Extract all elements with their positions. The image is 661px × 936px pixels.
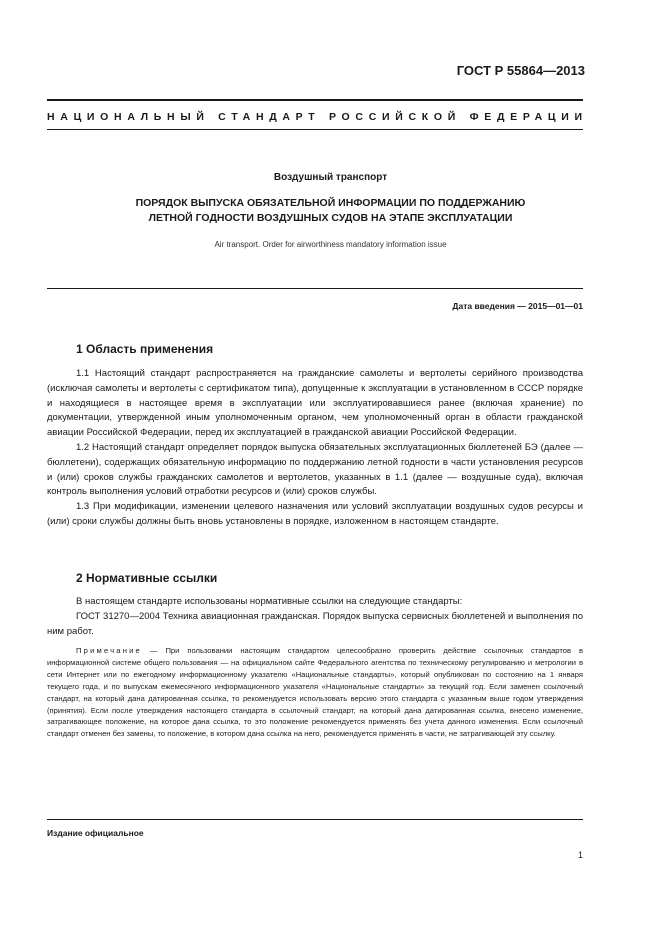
page-number: 1 bbox=[577, 850, 583, 860]
reference-gost-31270: ГОСТ 31270—2004 Техника авиационная гражданская. Порядок выпуска сервисных бюллетеней и выполнения по ним работ. bbox=[47, 610, 583, 637]
paragraph-1-3: 1.3 При модификации, изменении целевого назначения или условий эксплуатации воздушных судов ресурсы и (или) сроки службы должны быть вновь установлены в порядке, изложенном в настоящем стандарте. bbox=[47, 501, 583, 527]
paragraph-1-2: 1.2 Настоящий стандарт определяет порядок выпуска обязательных эксплуатационных бюллетеней БЭ (далее — бюллетени), содержащих обязательную информацию по поддержанию летной годности в части установления ресурсов и (или) сроков службы гражданских самолетов и вертолетов, указанных в 1.1 (далее — воздушные суда), включая контроль выполнения условий отработки ресурсов и (или) сроков службы. bbox=[47, 441, 583, 498]
note-block bbox=[47, 645, 583, 740]
title-line-1: ПОРЯДОК ВЫПУСКА ОБЯЗАТЕЛЬНОЙ ИНФОРМАЦИИ ПО ПОДДЕРЖАНИЮ bbox=[135, 197, 526, 209]
note-label: Примечание bbox=[76, 646, 142, 655]
footer-rule bbox=[47, 819, 583, 820]
section-1-heading: 1 Область применения bbox=[76, 342, 214, 356]
section-2-body bbox=[47, 595, 583, 639]
title-line-2: ЛЕТНОЙ ГОДНОСТИ ВОЗДУШНЫХ СУДОВ НА ЭТАПЕ ЭКСПЛУАТАЦИИ bbox=[148, 211, 513, 224]
document-title bbox=[0, 196, 661, 225]
national-standard-heading: НАЦИОНАЛЬНЫЙ СТАНДАРТ РОССИЙСКОЙ ФЕДЕРАЦИИ bbox=[47, 111, 588, 123]
paragraph-2-intro: В настоящем стандарте использованы нормативные ссылки на следующие стандарты: bbox=[76, 596, 463, 607]
subject-heading: Воздушный транспорт bbox=[273, 172, 388, 183]
note-text: — При пользовании настоящим стандартом целесообразно проверить действие ссылочных стандартов в информационной системе общего пользования — на официальном сайте Федерального агентства по техническому регулированию и метрологии в сети Интернет или по ежегодному информационному указателю «Национальные стандарты», который опубликован по состоянию на 1 января текущего года, и по выпускам ежемесячного информационного указателя «Национальные стандарты» за текущий год. Если заменен ссылочный стандарт, на который дана датированная ссылка, то рекомендуется использовать версию этого стандарта с указанным выше годом утверждения (принятия). Если после утверждения настоящего стандарта в ссылочный стандарт, на который дана датированная ссылка, внесено изменение, затрагивающее положение, на которое дана ссылка, то это положение рекомендуется применять без учета данного изменения. Если ссылочный стандарт отменен без замены, то положение, в котором дана ссылка на него, рекомендуется применять в части, не затрагивающей эту ссылку. bbox=[47, 646, 583, 739]
header-rule bbox=[47, 129, 583, 130]
top-rule bbox=[47, 99, 583, 101]
document-code: ГОСТ Р 55864—2013 bbox=[456, 63, 585, 78]
english-title: Air transport. Order for airworthiness mandatory information issue bbox=[214, 240, 447, 249]
edition-label: Издание официальное bbox=[47, 828, 144, 838]
title-rule bbox=[47, 288, 583, 289]
introduction-date: Дата введения — 2015—01—01 bbox=[452, 301, 583, 311]
section-2-heading: 2 Нормативные ссылки bbox=[76, 571, 218, 585]
section-1-body bbox=[47, 367, 583, 530]
paragraph-1-1: 1.1 Настоящий стандарт распространяется на гражданские самолеты и вертолеты серийного производства (исключая самолеты и вертолеты с сертификатом типа), допущенные к эксплуатации в установленном в СССР порядке и находящиеся в настоящее время в эксплуатации или эксплуатировавшиеся ранее (включая хранение) по документации, утвержденной иным уполномоченным органом, чем уполномоченный орган в области гражданской авиации Российской Федерации, перед их эксплуатацией в гражданской авиации Российской Федерации. bbox=[47, 368, 583, 439]
